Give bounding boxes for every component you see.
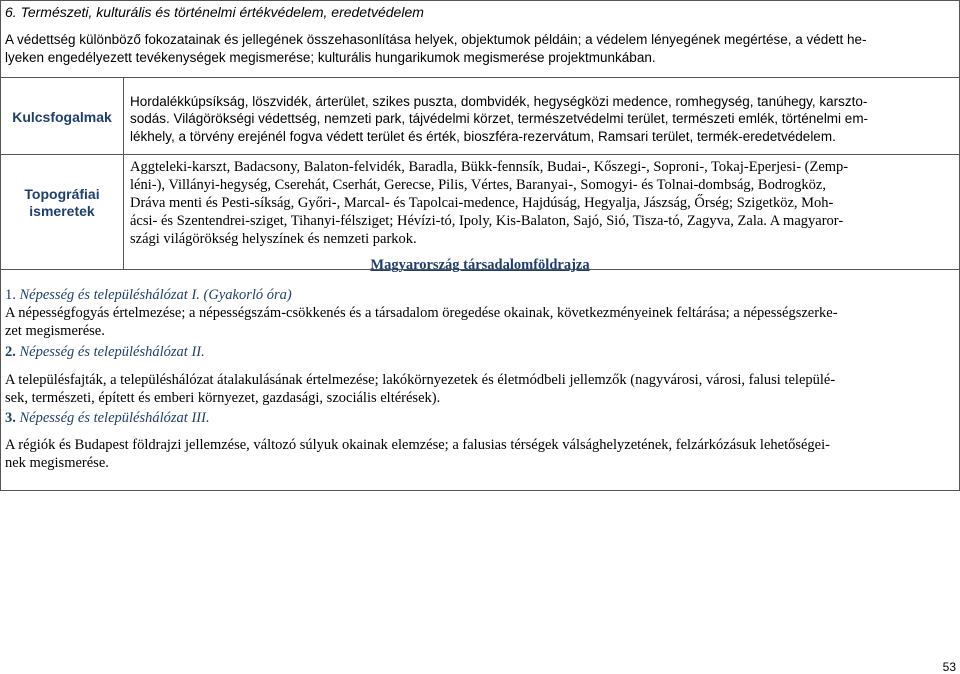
topo-line: szági világörökség helyszínek és nemzeti parkok. bbox=[130, 231, 417, 247]
social-title: Magyarország társadalomföldrajza bbox=[370, 257, 590, 273]
topo-line: Dráva menti és Pesti-síkság, Győri-, Marcal- és Tapolcai-medence, Hajdúság, Hegyalja, Jászság, Őrség; Szigetköz, Moh- bbox=[130, 195, 834, 211]
section2-line2: sek, természeti, épített és emberi környezet, gazdasági, szociális eltérések). bbox=[5, 390, 441, 406]
section1-title: Népesség és településhálózat I. (Gyakorló óra) bbox=[19, 287, 292, 303]
section-heading: 6. Természeti, kulturális és történelmi értékvédelem, eredetvédelem bbox=[5, 4, 424, 20]
section-para-line2: lyeken engedélyezett tevékenységek megismerése; kulturális hungarikumok megismerése projektmunkában. bbox=[5, 50, 656, 65]
page-number: 53 bbox=[942, 660, 956, 674]
section-para-line1: A védettség különböző fokozatainak és jellegének összehasonlítása helyek, objektumok példáin; a védelem lényegének megértése, a védett he- bbox=[5, 32, 867, 47]
keywords-label: Kulcsfogalmak bbox=[12, 109, 112, 125]
keywords-line: Hordalékkúpsíkság, löszvidék, árterület, szikes puszta, dombvidék, hegységközi medence, romhegység, tanúhegy, karszto- bbox=[130, 94, 868, 109]
keywords-line: sodás. Világörökségi védettség, nemzeti park, tájvédelmi körzet, természetvédelmi terület, természeti emlék, történelmi em- bbox=[130, 111, 869, 126]
keywords-line: lékhely, a törvény erejénél fogva védett terület és érték, bioszféra-rezervátum, Ramsari terület, termék-eredetvédelem. bbox=[130, 129, 836, 144]
section1-line2: zet megismerése. bbox=[5, 323, 105, 339]
topo-line: léni-), Villányi-hegység, Cserehát, Cserhát, Gerecse, Pilis, Vértes, Baranyai-, Somogyi- és Tolnai-dombság, Bodrogköz, bbox=[130, 177, 826, 193]
section3-title: Népesség és településhálózat III. bbox=[19, 410, 210, 426]
section2-line1: A településfajták, a településhálózat átalakulásának értelmezése; lakókörnyezetek és életmódbeli jellemzők (nagyvárosi, városi, falusi települé- bbox=[5, 372, 836, 388]
topo-label-line1: Topográfiai bbox=[24, 186, 100, 202]
section3-line2: nek megismerése. bbox=[5, 455, 109, 471]
topo-line: Aggteleki-karszt, Badacsony, Balaton-felvidék, Baradla, Bükk-fennsík, Budai-, Kőszegi-, Soproni-, Tokaj-Eperjesi- (Zemp- bbox=[130, 159, 849, 175]
section1-line1: A népességfogyás értelmezése; a népességszám-csökkenés és a társadalom öregedése okainak, következményeinek feltárása; a népességszerke- bbox=[5, 305, 838, 321]
section2-heading bbox=[5, 344, 205, 361]
section2-number: 2. bbox=[5, 344, 16, 360]
section2-title: Népesség és településhálózat II. bbox=[19, 344, 205, 360]
topo-label-line2: ismeretek bbox=[29, 203, 95, 219]
topo-line: ácsi- és Szentendrei-sziget, Tihanyi-félsziget; Hévízi-tó, Ipoly, Kis-Balaton, Sajó, Sió, Tisza-tó, Zagyva, Zala. A magyaror- bbox=[130, 213, 844, 229]
section3-line1: A régiók és Budapest földrajzi jellemzése, változó súlyuk okainak elemzése; a falusias térségek válsághelyzetének, felzárkózásuk lehetőségei- bbox=[5, 437, 830, 453]
section3-heading bbox=[5, 410, 210, 427]
section1-heading bbox=[5, 287, 292, 304]
section1-number: 1. bbox=[5, 287, 16, 303]
section3-number: 3. bbox=[5, 410, 16, 426]
